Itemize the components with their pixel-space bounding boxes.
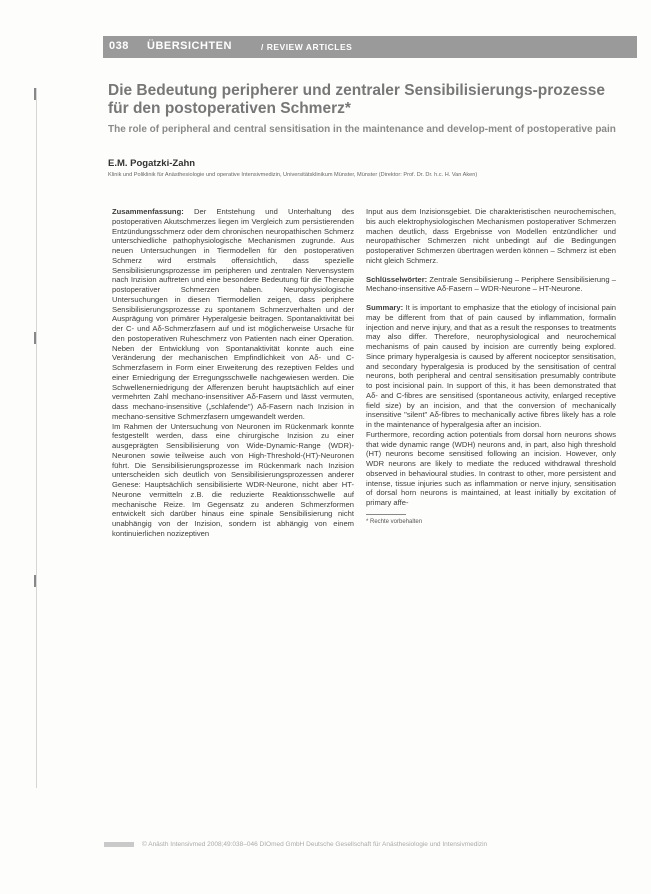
body-paragraph: Furthermore, recording action potentials from dorsal horn neurons shows that wide dynamic range (WDH) neurons and, in part, also high threshold (HT) neurons become sensitised following an incision. However, only WDR neurons are likely to mediate the reduced withdrawal threshold observed in behavioural studies. In contrast to other, more persistent and intense, tissue injuries such as inflammation or nerve injury, sensitisation of dorsal horn neurons is maintained, at least initially by excitation of primary affe- xyxy=(366,429,616,507)
footnote: * Rechte vorbehalten xyxy=(366,518,423,525)
summary-de-continuation: Input aus dem Inzisionsgebiet. Die charakteristischen neurochemischen, bis auch elektrophysiologischen Mechanismen postoperativer Schmerzen machen deutlich, dass Ergebnisse von Modellen entzündlicher und neuropathischer Schmerzen nicht unbedingt auf die Bedingungen postoperativer Schmerzen übertragen werden können – Schmerz ist eben nicht gleich Schmerz. xyxy=(366,207,616,265)
page-header-band xyxy=(103,36,637,58)
scan-binder-mark xyxy=(34,332,36,344)
scan-margin-line xyxy=(36,88,37,788)
section-label: ÜBERSICHTEN xyxy=(147,40,232,52)
body-paragraph: Im Rahmen der Untersuchung von Neuronen im Rückenmark konnte festgestellt werden, dass eine chirurgische Inzision zu einer ausgeprägten Sensibilisierung von Wide-Dynamic-Range (WDR)-Neuronen sowie teilweise auch von High-Threshold-(HT)-Neuronen führt. Die Sensibilisierungsprozesse im Rückenmark nach Inzision unterscheiden sich deutlich von Sensibilisierungsprozessen anderer Genese: Hauptsächlich sensibilisierte WDR-Neurone, nicht aber HT-Neurone vermitteln z.B. die reduzierte Reaktionsschwelle auf mechanische Reize. Im Gegensatz zu anderen Schmerzformen entwickelt sich darüber hinaus eine spinale Sensibilisierung nicht unabhängig von der Inzision, sondern ist abhängig von einem kontinuierlichen nozizeptiven xyxy=(112,421,354,538)
left-column xyxy=(112,207,354,539)
summary-en-label: Summary: xyxy=(366,303,404,312)
summary-de-label: Zusammenfassung: xyxy=(112,207,184,216)
keywords-label: Schlüsselwörter: xyxy=(366,274,428,284)
summary-en-text: It is important to emphasize that the etiology of incisional pain may be different from that of pain caused by inflammation, formalin injection and nerve injury, and that as a result the responses to treatments may also differ. Therefore, neurophysiological and neurochemical mechanisms of pain caused by incision are currently being explored. Since primary hyperalgesia is caused by afferent nociceptor sensitisation, and secondary hyperalgesia is produced by the sensitisation of central neurons, both peripheral and central sensitisation presumably contribute to post incisional pain. In support of this, it has been demonstrated that Aδ- and C-fibres are sensitised (spontaneous activity, enlarged receptive field size) by an incision, and that the conversion of mechanically insensitive "silent" Aδ-fibres to mechanically active fibres likely has a role in the maintenance of hyperalgesia after an incision. xyxy=(366,303,616,429)
author-affiliation: Klinik und Poliklinik für Anästhesiologie und operative Intensivmedizin, Universitätsklinikum Münster, Münster (Direktor: Prof. Dr. Dr. h.c. H. Van Aken) xyxy=(108,172,478,178)
summary-en xyxy=(366,303,616,430)
summary-de xyxy=(112,207,354,422)
scan-binder-mark xyxy=(34,88,36,100)
page-footer: © Anästh Intensivmed 2008;49:038–046 DIOmed GmbH Deutsche Gesellschaft für Anästhesiologie und Intensivmedizin xyxy=(142,841,488,848)
footer-mark xyxy=(104,842,134,847)
keywords xyxy=(366,275,616,295)
keywords-text: Zentrale Sensibilisierung – Periphere Sensibilisierung – Mechano-insensitive Aδ-Fasern – WDR-Neurone – HT-Neurone. xyxy=(366,274,616,294)
right-column xyxy=(366,207,616,528)
summary-de-text: Der Entstehung und Unterhaltung des postoperativen Akutschmerzes liegen im Vergleich zum persistierenden Entzündungsschmerz oder dem chronischen neuropathischen Schmerz unterschiedliche pathophysiologische Mechanismen zugrunde. Aus neuen Untersuchungen in Tiermodellen für den postoperativen Schmerz wird erstmals offensichtlich, dass spezielle Sensibilisierungsprozesse im peripheren und zentralen Nervensystem nach Inzision auftreten und eine besondere Bedeutung für die Therapie postoperativer Schmerzen haben. Neurophysiologische Untersuchungen in diesen Tiermodellen zeigen, dass periphere Sensibilisierungsprozesse zu spontanem Schmerzverhalten und der Ausprägung von primärer Hyperalgesie beitragen. Spontanaktivität bei der C- und Aδ-Schmerzfasern auf und ist möglicherweise Ursache für den postoperativen Ruheschmerz von Patienten nach einer Operation. Neben der Entwicklung von Spontanaktivität konnte auch eine Veränderung der mechanischen Empfindlichkeit von Aδ- und C-Schmerzfasern in Form einer Erweiterung des rezeptiven Feldes und einer Erniedrigung der Erregungsschwelle nachgewiesen werden. Die Schwellenerniedrigung der Afferenzen beruht hauptsächlich auf einer vermehrten Zahl mechano-insensitiver Aδ-Fasern und lässt vermuten, dass mechano-insensitive („schlafende") Aδ-Fasern nach Inzision in mechano-sensitive Schmerzfasern umgewandelt werden. xyxy=(112,207,354,421)
article-title: Die Bedeutung peripherer und zentraler Sensibilisierungs-prozesse für den postoperativen Schmerz* xyxy=(108,82,605,117)
footnote-rule xyxy=(366,514,406,515)
author-name: E.M. Pogatzki-Zahn xyxy=(108,158,196,169)
subsection-label: / REVIEW ARTICLES xyxy=(261,42,353,52)
scan-binder-mark xyxy=(34,575,36,587)
article-english-title: The role of peripheral and central sensitisation in the maintenance and develop-ment of postoperative pain xyxy=(108,124,616,135)
page-number: 038 xyxy=(109,40,129,52)
